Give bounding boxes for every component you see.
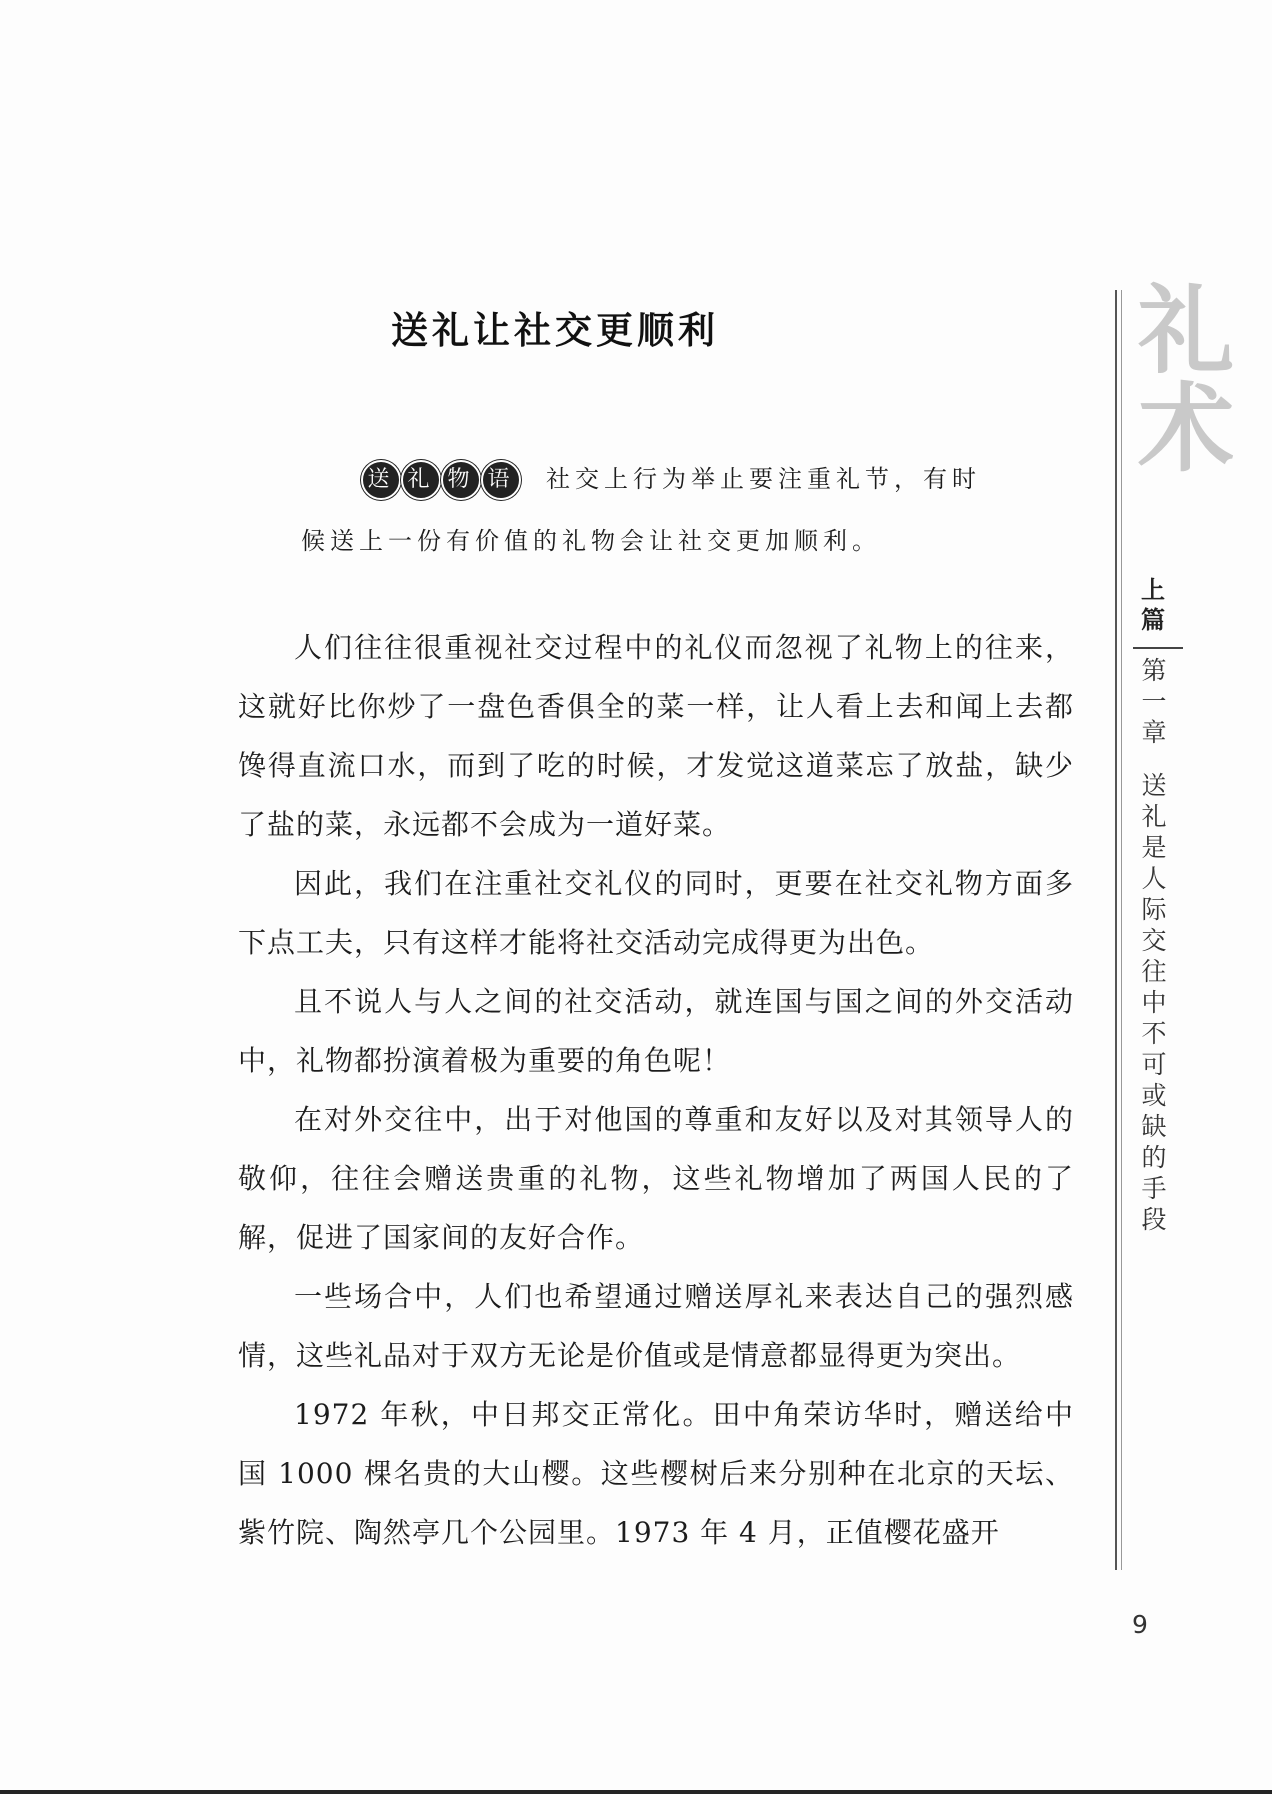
badge-char: 语 bbox=[481, 460, 521, 500]
paragraph: 一些场合中，人们也希望通过赠送厚礼来表达自己的强烈感情，这些礼品对于双方无论是价值或是情意都显得更为突出。 bbox=[238, 1280, 1074, 1372]
chapter-title: 送礼是人际交往中不可或缺的手段 bbox=[1141, 771, 1167, 1234]
paragraph: 人们往往很重视社交过程中的礼仪而忽视了礼物上的往来，这就好比你炒了一盘色香俱全的菜一样，让人看上去和闻上去都馋得直流口水，而到了吃的时候，才发觉这道菜忘了放盐，缺少了盐的菜，永远都不会成为一道好菜。 bbox=[238, 631, 1074, 841]
intro-line-2: 候送上一份有价值的礼物会让社交更加顺利。 bbox=[301, 527, 881, 555]
page-title: 送礼让社交更顺利 bbox=[391, 309, 719, 352]
paragraph: 且不说人与人之间的社交活动，就连国与国之间的外交活动中，礼物都扮演着极为重要的角色呢！ bbox=[238, 985, 1074, 1077]
sidebar-divider bbox=[1115, 290, 1117, 1570]
intro-line-1: 社交上行为举止要注重礼节，有时 bbox=[546, 465, 981, 493]
intro-row-1 bbox=[296, 448, 1056, 510]
chapter-block bbox=[1136, 655, 1172, 1235]
section-divider bbox=[1133, 647, 1183, 649]
bottom-rule bbox=[0, 1790, 1272, 1794]
chapter-label: 第一章 bbox=[1141, 656, 1167, 747]
badge-char: 物 bbox=[441, 460, 481, 500]
sidebar-divider-thin bbox=[1121, 290, 1122, 1570]
page-number: 9 bbox=[1132, 1610, 1148, 1639]
badge-group bbox=[361, 460, 521, 500]
section-label: 上篇 bbox=[1141, 576, 1165, 634]
paragraph: 因此，我们在注重社交礼仪的同时，更要在社交礼物方面多下点工夫，只有这样才能将社交活动完成得更为出色。 bbox=[238, 867, 1074, 959]
body-text bbox=[238, 618, 1074, 1562]
badge-char: 送 bbox=[361, 460, 401, 500]
paragraph: 1972 年秋，中日邦交正常化。田中角荣访华时，赠送给中国 1000 棵名贵的大山樱。这些樱树后来分别种在北京的天坛、紫竹院、陶然亭几个公园里。1973 年 4 月，正值樱花盛开 bbox=[238, 1398, 1074, 1549]
paragraph: 在对外交往中，出于对他国的尊重和友好以及对其领导人的敬仰，往往会赠送贵重的礼物，这些礼物增加了两国人民的了解，促进了国家间的友好合作。 bbox=[238, 1103, 1074, 1254]
badge-char: 礼 bbox=[401, 460, 441, 500]
intro-box bbox=[296, 448, 1056, 572]
sidebar-logo: 礼术 bbox=[1138, 274, 1234, 485]
